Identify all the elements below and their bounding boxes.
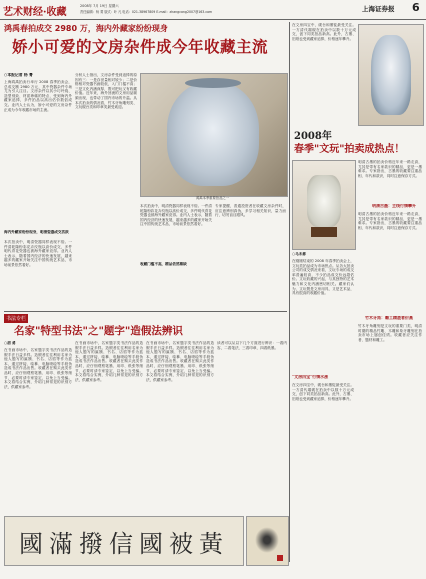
red-seal-image	[277, 555, 283, 561]
page-number: 6	[412, 1, 420, 14]
feature-photo	[292, 160, 356, 250]
main-body-col4: 专家提醒，普通投资者在收藏文房杂件时，应注意辨别真伪，多学习相关知识，量力而行，切勿盲目跟风。	[215, 204, 286, 218]
main-photo	[140, 73, 288, 197]
wood-stand-image	[311, 227, 337, 237]
calligraphy-headline: 名家"特型书法"之"题字"造假法辨识	[14, 325, 183, 337]
newspaper-name: 上海证券报	[362, 5, 395, 13]
white-jade-object-image	[307, 175, 341, 227]
editor-credits: 责任编辑：杨 菁 版式：叶 凡 电话：021-38967809 E-mail：zhangcang2007@163.com	[80, 10, 213, 14]
feature-year: 2008年	[294, 131, 332, 142]
right-top-col1: 在文房四宝中，砚台和墨锭最受关注。一方清代端砚在拍卖中以数十万元成交，创下同类拍品新高。此外，古墨、旧纸也受到藏家追捧，价格逐年攀升。	[292, 23, 356, 41]
feature-body-col2: 明清古墨的拍卖价格近年来一路走高，尤其是带有名家款识的精品，更是一墨难求。专家指出，古墨的收藏要注重品相、年代和款识，同时注意保存方式。	[358, 160, 422, 178]
main-body-col1b: 本次拍卖中，明清瓷器同样表现不俗。一件清乾隆粉彩花卉纹瓶以高价成交，多件明代青花瓷器也被海外藏家竞得。业内人士表示，随着国内经济的快速发展，越来越多的藏家开始关注中国传统艺术品，市场前景依然看好。	[4, 240, 72, 267]
feature-subhead-a: "文房四宝"行情水涨	[292, 375, 329, 379]
main-byline: ○本报记者 杨 菁	[4, 73, 33, 77]
right-photo	[358, 24, 424, 126]
main-body-col2: 分析人士指出，文房杂件受到追捧的原因有三：一是存世量相对较少；二是价格相对瓷器书画较低，入门门槛不高；三是文化内涵深厚，既可把玩又有收藏价值。近年来，海外回流的文房用品频频出现，也带动了国内市场的升温。从本次拍卖的情况看，竹木牙角雕刻类、文玩砚台类和印章类最受欢迎。	[75, 73, 137, 110]
main-body-col3: 本次拍卖中，明清瓷器同样表现不俗。一件清乾隆粉彩花卉纹瓶以高价成交，多件明代青花瓷器也被海外藏家竞得。业内人士表示，随着国内经济的快速发展，越来越多的藏家开始关注中国传统艺术品，市场前景依然看好。	[140, 204, 212, 227]
feature-body-col2c: 竹木牙角雕刻是文玩的重要门类，明清时期的精品竹雕、木雕和象牙雕刻在拍卖市场上屡创佳绩。收藏者应关注作者、题材和雕工。	[358, 324, 422, 342]
feature-body-col2b: 明清古墨的拍卖价格近年来一路走高，尤其是带有名家款识的精品，更是一墨难求。专家指出，古墨的收藏要注重品相、年代和款识，同时注意保存方式。	[358, 212, 422, 230]
calligraphy-characters: 國滿撥信國被黃	[19, 529, 229, 558]
vase-rim-image	[185, 78, 241, 88]
calligraphy-strip-image	[4, 516, 244, 566]
feature-body-col1b: 在文房四宝中，砚台和墨锭最受关注。一方清代端砚在拍卖中以数十万元成交，创下同类拍品新高。此外，古墨、旧纸也受到藏家追捧，价格逐年攀升。	[292, 383, 354, 401]
calligraphy-byline: ○胡 勇	[4, 341, 16, 345]
ink-painting-image	[255, 527, 279, 553]
calligraphy-kicker: 书法专栏	[6, 316, 27, 322]
feature-body-col1: 在刚刚结束的 2008 年春季拍卖会上，文玩类拍品成为市场热点。从各大拍卖公司的成交情况来看，文玩专场的成交率普遍较高，不少拍品成交价远超估价。文玩收藏的兴起，与其独特的艺术魅力和文化内涵密切相关。藏家们认为，文玩既是文房用具，又是艺术品，具有很高的收藏价值。	[292, 259, 354, 296]
calligraphy-body-col4: 读者可以从以下几个方面进行辨识：一看内容，二看笔法，三看印章，四看纸墨。	[217, 341, 287, 350]
porcelain-vase-image	[167, 82, 259, 186]
column-title: 艺术财经·收藏	[3, 7, 67, 18]
main-subhead-3: 收藏门槛不高，精品依然稀缺	[140, 262, 187, 266]
calligraphy-body-col1: 在书画市场中，名家题字类书法作品的造假手法日益多样。造假者往往利用名家为他人题写的匾额、书名、店招等作为蓝本，通过拼接、临摹、电脑喷绘等手段伪造成书法作品出售。收藏者在购买此类作品时，应仔细观察笔墨、用印、纸张等细节，必要时请专家鉴定，以免上当受骗。本文将结合实例，介绍几种常见的识别方法，供藏家参考。	[4, 348, 72, 389]
calligraphy-body-col3: 在书画市场中，名家题字类书法作品的造假手法日益多样。造假者往往利用名家为他人题写的匾额、书名、店招等作为蓝本，通过拼接、临摹、电脑喷绘等手段伪造成书法作品出售。收藏者在购买此类作品时，应仔细观察笔墨、用印、纸张等细节，必要时请专家鉴定，以免上当受骗。本文将结合实例，介绍几种常见的识别方法，供藏家参考。	[146, 341, 214, 382]
photo-caption: 鸿禹本季重要拍品之一	[196, 196, 229, 200]
calligraphy-body-col2: 在书画市场中，名家题字类书法作品的造假手法日益多样。造假者往往利用名家为他人题写的匾额、书名、店招等作为蓝本，通过拼接、临摹、电脑喷绘等手段伪造成书法作品出售。收藏者在购买此类作品时，应仔细观察笔墨、用印、纸张等细节，必要时请专家鉴定，以免上当受骗。本文将结合实例，介绍几种常见的识别方法，供藏家参考。	[75, 341, 143, 382]
column-divider	[289, 22, 290, 562]
main-body-col1: 上海鸿禹拍卖行举行 2008 春季拍卖会，总成交额 2980 万元，其中瓷器杂件专场尤为引人注目。文房杂件以其小巧玲珑、造型别致、材质珍稀的特点，受到海内外藏家追捧，多件拍品以高出估价数倍成交。业内人士认为，娇小可爱的文房杂件正成为今年收藏市场的主流。	[4, 80, 72, 112]
page-header	[0, 0, 426, 20]
main-kicker: 鸿禹春拍成交 2980 万，海内外藏家纷纷现身	[4, 24, 168, 33]
blue-white-vase-image	[371, 35, 411, 115]
feature-byline: ○马未都	[292, 252, 306, 256]
section-rule	[4, 311, 287, 312]
feature-subhead-b: 明清古墨：主线行情攀升	[372, 204, 416, 208]
feature-headline: 春季"文玩"拍卖成热点！	[294, 144, 405, 155]
feature-subhead-c: 竹木牙角：雕工精湛者价高	[365, 316, 413, 320]
main-subhead-2: 海内外藏家纷纷现身，明清瓷器成交活跃	[4, 230, 69, 234]
main-headline: 娇小可爱的文房杂件成今年收藏主流	[12, 37, 269, 56]
issue-date: 2008年 7月 19日 星期六	[80, 4, 119, 8]
calligraphy-fish-image	[246, 516, 289, 566]
